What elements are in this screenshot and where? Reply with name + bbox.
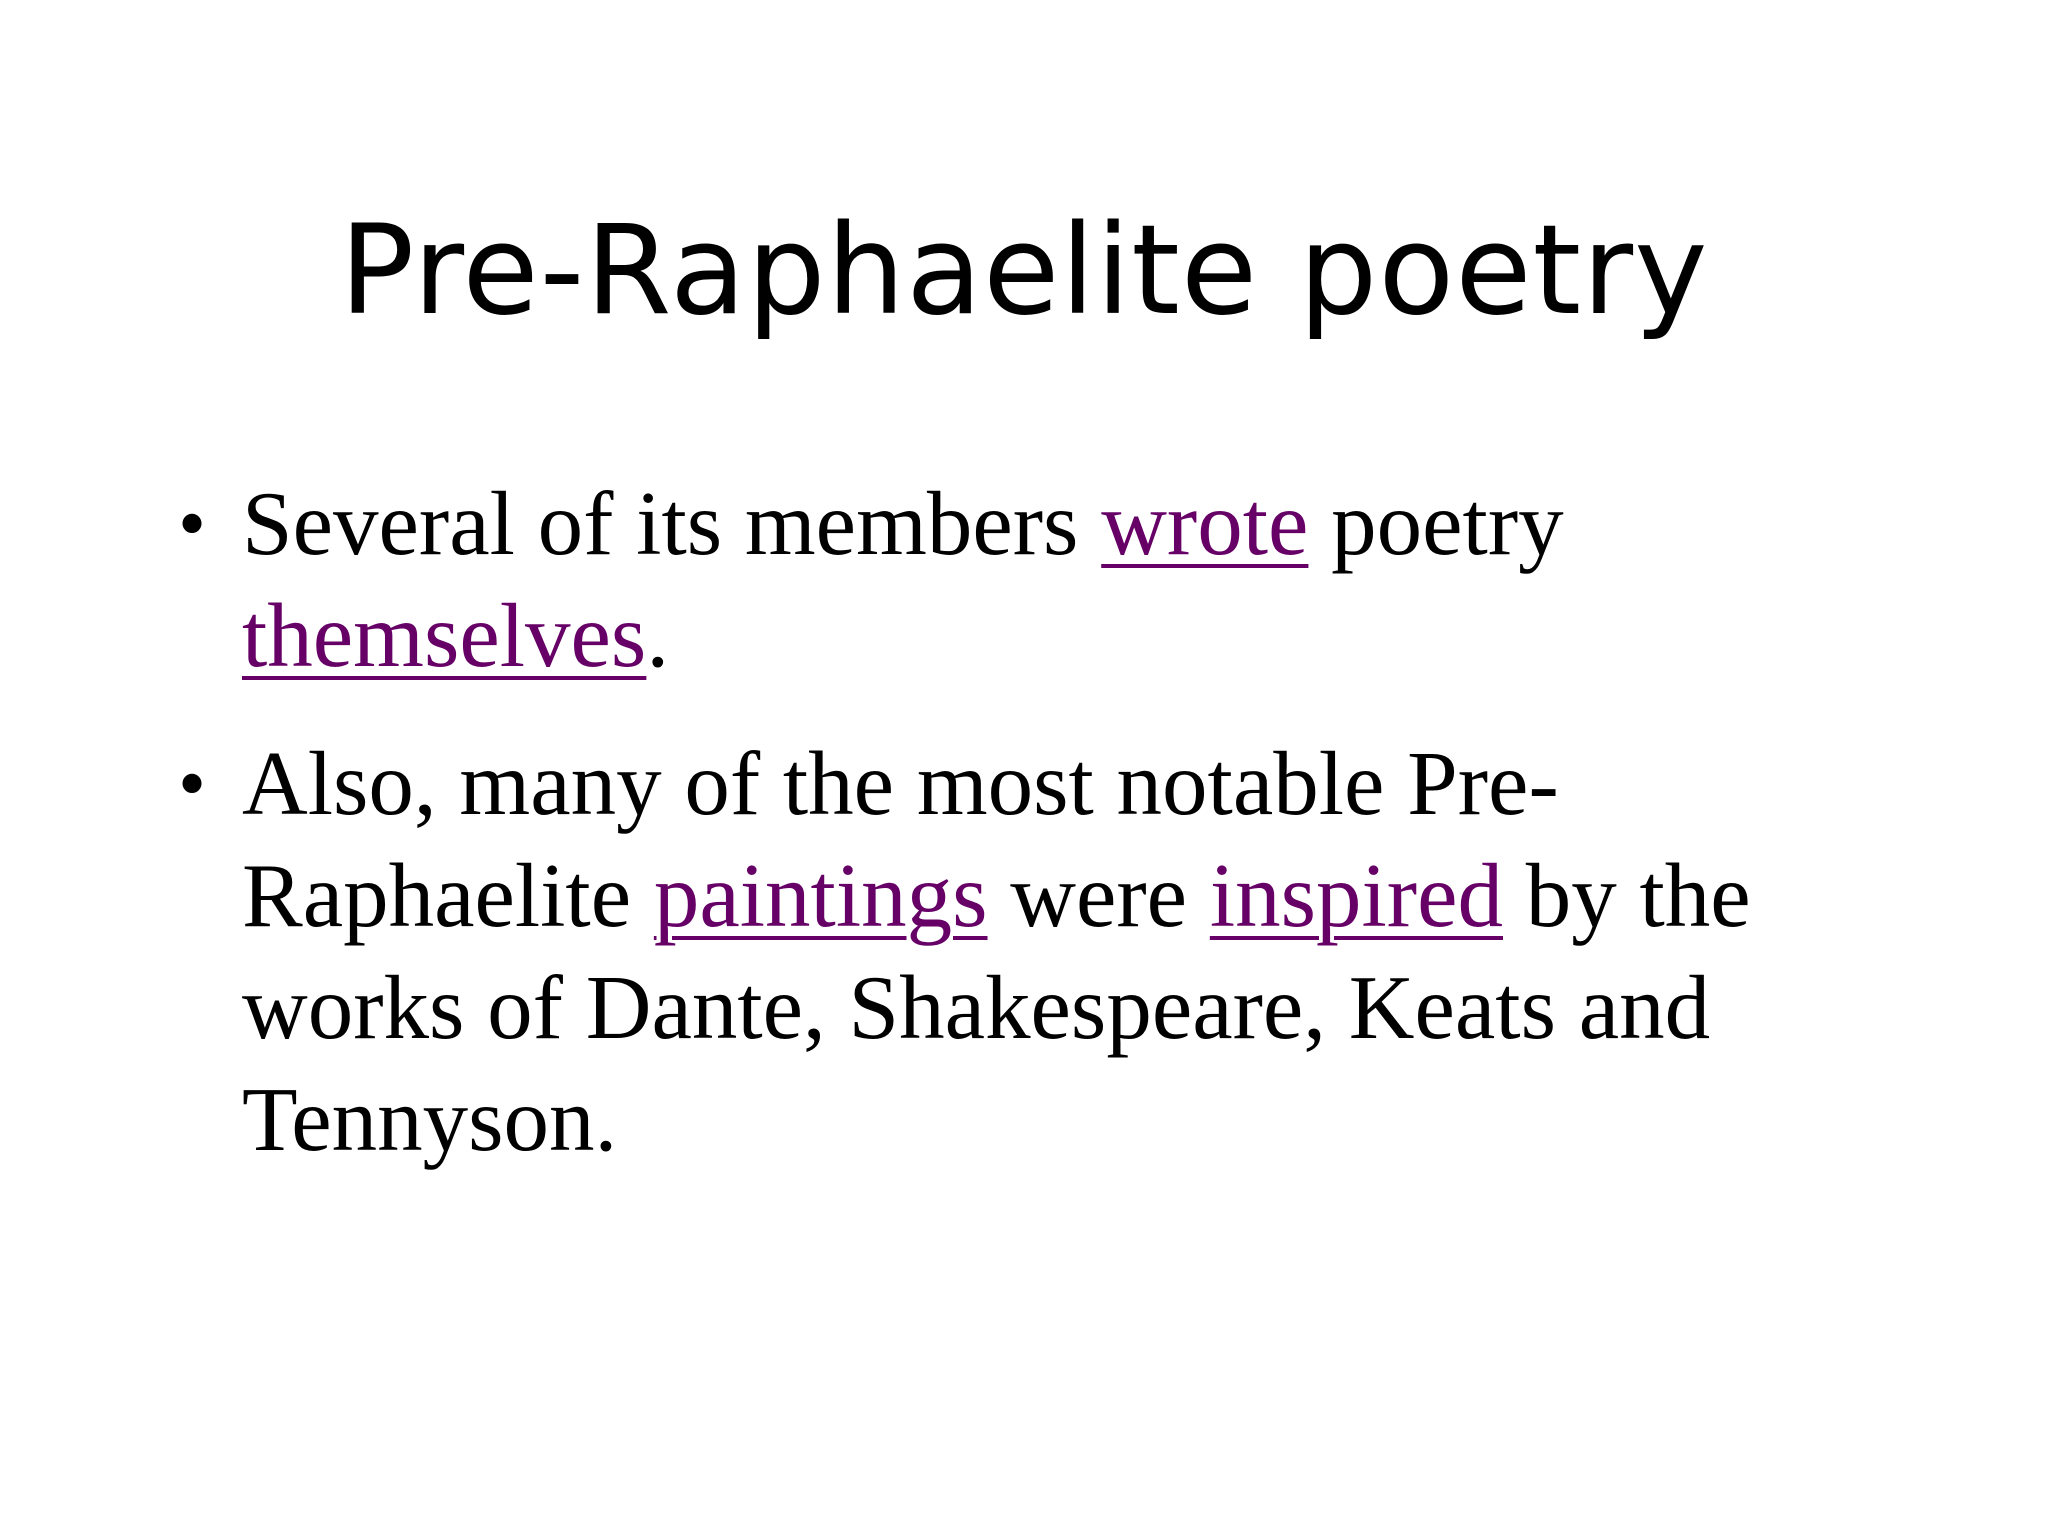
bullet-dot-icon: •	[178, 740, 207, 828]
bullet-text: Also, many of the most notable Pre-Raphaelite	[242, 733, 1559, 946]
bullet-text: poetry	[1308, 473, 1564, 574]
slide-title: Pre-Raphaelite poetry	[339, 199, 1709, 343]
bullet-text: .	[646, 585, 670, 686]
bullet-text: were	[987, 845, 1210, 946]
bullet-text: by the works of Dante, Shakespeare, Keats and Tennyson.	[242, 845, 1751, 1170]
link-wrote[interactable]: wrote	[1101, 473, 1309, 574]
link-inspired[interactable]: inspired	[1209, 845, 1504, 946]
link-paintings[interactable]: paintings	[653, 845, 988, 946]
bullet-list	[178, 468, 1818, 1176]
bullet-item-1	[178, 468, 1818, 692]
bullet-dot-icon: •	[178, 480, 207, 568]
link-themselves[interactable]: themselves	[242, 585, 647, 686]
bullet-item-2	[178, 728, 1818, 1176]
bullet-text: Several of its members	[242, 473, 1102, 574]
